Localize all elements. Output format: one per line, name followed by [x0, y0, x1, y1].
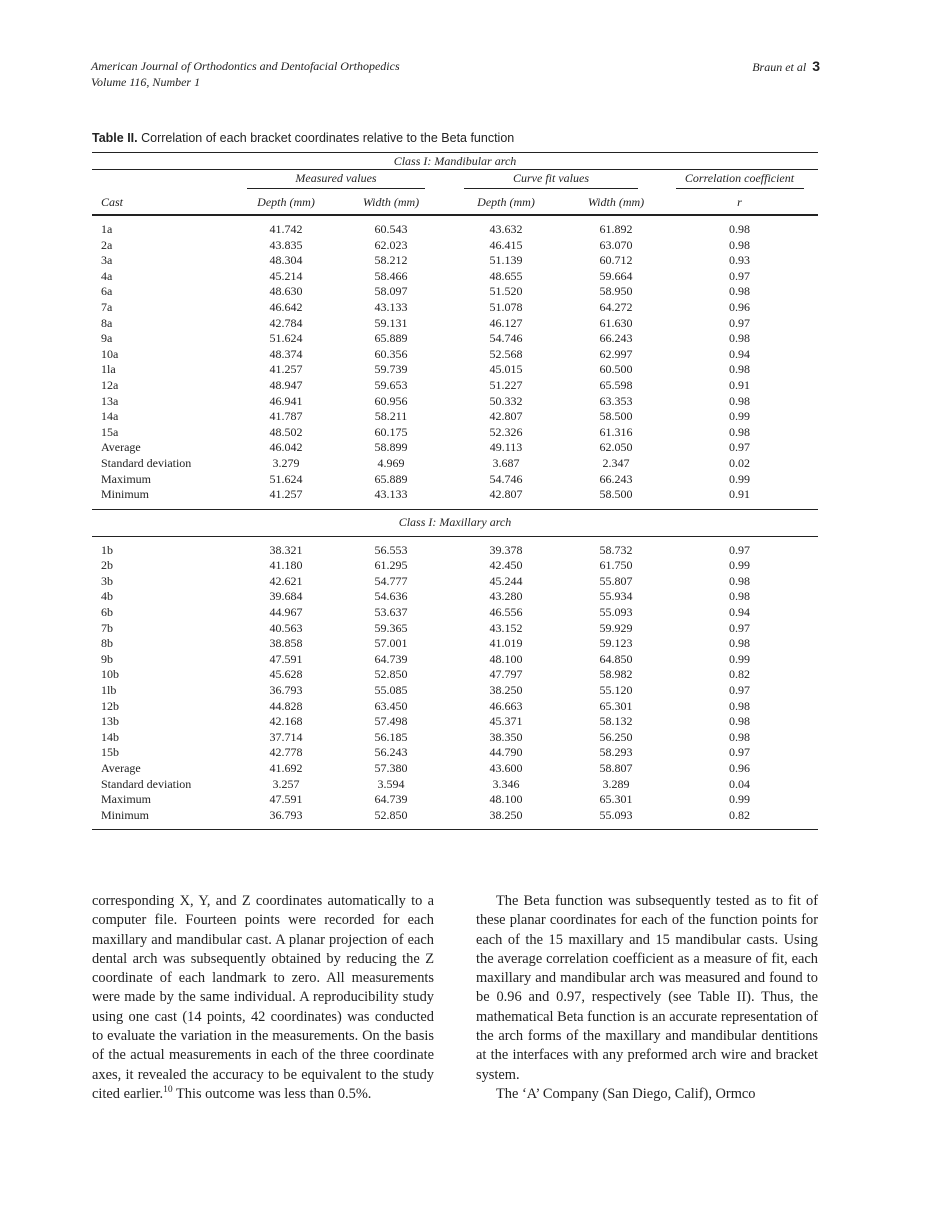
table-cell: 57.380: [374, 761, 408, 775]
body-paragraph: The ‘A’ Company (San Diego, Calif), Ormco: [496, 1085, 756, 1102]
section-header-row: [92, 153, 818, 170]
table-cell: 58.466: [374, 268, 408, 283]
table-cell: 61.892: [599, 222, 633, 236]
table-cell: 65.301: [599, 698, 633, 713]
table-cell: 63.450: [374, 698, 408, 713]
table-cell: 60.712: [599, 253, 633, 268]
table-cell: 58.982: [599, 667, 633, 682]
table-cell: 41.019: [489, 636, 523, 651]
table-cell: 51.624: [269, 331, 303, 346]
table-cell: 62.023: [374, 237, 408, 252]
table-cell: 51.624: [269, 471, 303, 486]
table-cell: 56.243: [374, 745, 408, 760]
table-cell: 63.070: [599, 237, 633, 252]
row-label: 14b: [101, 729, 119, 744]
table-cell: 65.889: [374, 471, 408, 486]
table-cell: 53.637: [374, 605, 408, 620]
row-label: Average: [101, 761, 141, 775]
table-cell: 46.415: [489, 237, 523, 252]
table-cell: 38.858: [269, 636, 303, 651]
table-cell: 56.553: [374, 542, 408, 557]
table-cell: 46.042: [269, 440, 303, 455]
table-cell: 47.797: [489, 667, 523, 682]
group-measured: [231, 170, 441, 191]
table-cell: 45.628: [269, 667, 303, 682]
table-cell: 55.807: [599, 573, 633, 588]
table-cell: 58.212: [374, 253, 408, 268]
table-cell: 51.078: [489, 299, 523, 314]
table-cell: 66.243: [599, 471, 633, 486]
table-row: [92, 621, 818, 637]
table-cell: 64.272: [599, 299, 633, 314]
section-title: Class I: Maxillary arch: [92, 509, 818, 536]
row-label: 8b: [101, 636, 113, 651]
row-label: 10b: [101, 667, 119, 682]
col-curve-width: Width (mm): [571, 190, 661, 215]
table-cell: 50.332: [489, 393, 523, 408]
table-cell: 52.850: [341, 808, 441, 830]
table-cell: 43.133: [374, 299, 408, 314]
table-cell: 43.280: [489, 589, 523, 604]
table-row: [92, 378, 818, 394]
table-cell: 46.642: [269, 299, 303, 314]
row-label: 12b: [101, 698, 119, 713]
table-cell: 57.498: [374, 714, 408, 729]
row-label: 2a: [101, 237, 113, 252]
journal-volume: Volume 116, Number 1: [91, 75, 201, 89]
table-row: [92, 667, 818, 683]
table-cell: 0.98: [729, 589, 750, 604]
table-cell: 55.085: [374, 683, 408, 698]
table-cell: 54.746: [489, 471, 523, 486]
table-cell: 42.450: [489, 558, 523, 573]
table-row: [92, 589, 818, 605]
row-label: 1la: [101, 362, 116, 377]
table-cell: 41.257: [231, 487, 341, 509]
row-label: 3b: [101, 573, 113, 588]
table-row: [92, 409, 818, 425]
section-header-row: [92, 509, 818, 536]
table-cell: 60.356: [374, 346, 408, 361]
table-cell: 0.98: [729, 331, 750, 346]
data-table: [92, 152, 818, 830]
table-cell: 48.100: [489, 792, 523, 807]
table-row: [92, 777, 818, 793]
table-cell: 3.594: [377, 776, 405, 791]
table-cell: 59.131: [374, 315, 408, 330]
table-cell: 55.093: [599, 605, 633, 620]
table-cell: 0.98: [729, 362, 750, 377]
table-cell: 43.600: [489, 761, 523, 775]
table-cell: 0.91: [661, 487, 818, 509]
table-row: [92, 472, 818, 488]
row-label: 10a: [101, 346, 119, 361]
table-cell: 59.739: [374, 362, 408, 377]
table-cell: 58.097: [374, 284, 408, 299]
table-row: [92, 730, 818, 746]
table-cell: 48.304: [269, 253, 303, 268]
table-cell: 44.790: [489, 745, 523, 760]
row-label: 9b: [101, 651, 113, 666]
table-cell: 59.653: [374, 377, 408, 392]
body-paragraph: The Beta function was subsequently tested as to fit of these planar coordinates for each of the function points for each of the 15 maxillary and 15 mandibular casts. Using the average correlation coefficient as a measure of fit, each maxillary and mandibular arch was measured and found to be 0.96 and 0.97, respectively (see Table II). Thus, the mathematical Beta function is an accurate representation of the arch forms of the maxillary and mandibular dentitions at the interfaces with any preformed arch wire and bracket system.: [476, 893, 818, 1083]
body-column-right: [476, 892, 818, 1104]
row-label: 3a: [101, 253, 113, 268]
table-cell: 66.243: [599, 331, 633, 346]
table-cell: 61.316: [599, 424, 633, 439]
table-row: [92, 222, 818, 238]
group-corr: [661, 170, 818, 191]
table-cell: 58.899: [374, 440, 408, 455]
table-cell: 0.99: [729, 792, 750, 807]
table-cell: 41.180: [269, 558, 303, 573]
table-row: [92, 714, 818, 730]
table-cell: 0.99: [729, 471, 750, 486]
table-cell: 41.742: [269, 222, 303, 236]
row-label: Minimum: [92, 487, 231, 509]
table-cell: 64.739: [374, 651, 408, 666]
row-label: 8a: [101, 315, 113, 330]
table-cell: 42.778: [269, 745, 303, 760]
page-number: 3: [812, 58, 820, 74]
table-cell: 0.99: [729, 558, 750, 573]
table-cell: 0.91: [729, 377, 750, 392]
table-cell: 0.98: [729, 393, 750, 408]
table-cell: 41.787: [269, 409, 303, 424]
table-cell: 58.950: [599, 284, 633, 299]
section-title: Class I: Mandibular arch: [92, 153, 818, 170]
table-cell: 48.100: [489, 651, 523, 666]
table-cell: 52.850: [374, 667, 408, 682]
table-row: [92, 347, 818, 363]
table-cell: 58.500: [571, 487, 661, 509]
table-cell: 61.295: [374, 558, 408, 573]
table-cell: 42.621: [269, 573, 303, 588]
table-cell: 40.563: [269, 620, 303, 635]
table-cell: 3.346: [492, 776, 520, 791]
table-cell: 42.807: [441, 487, 571, 509]
table-cell: 45.371: [489, 714, 523, 729]
table-cell: 51.227: [489, 377, 523, 392]
group-header-row: [92, 170, 818, 191]
table-cell: 0.98: [729, 729, 750, 744]
table-cell: 57.001: [374, 636, 408, 651]
table-cell: 39.684: [269, 589, 303, 604]
table-caption-text: Correlation of each bracket coordinates relative to the Beta function: [141, 131, 515, 145]
table-row: [92, 394, 818, 410]
row-label: 15a: [101, 424, 119, 439]
table-cell: 0.97: [729, 745, 750, 760]
table-cell: 0.97: [729, 620, 750, 635]
row-label: Maximum: [101, 471, 151, 486]
spacer-cell: [92, 215, 818, 222]
table-row: [92, 574, 818, 590]
table-cell: 39.378: [489, 542, 523, 557]
table-cell: 60.175: [374, 424, 408, 439]
table-cell: 0.98: [729, 222, 750, 236]
reference-superscript: 10: [163, 1085, 173, 1096]
table-cell: 3.687: [492, 455, 520, 470]
col-curve-depth: Depth (mm): [441, 190, 571, 215]
table-cell: 46.941: [269, 393, 303, 408]
table-cell: 58.732: [599, 542, 633, 557]
table-cell: 52.326: [489, 424, 523, 439]
table-cell: 60.956: [374, 393, 408, 408]
table-cell: 46.556: [489, 605, 523, 620]
col-measured-width: Width (mm): [341, 190, 441, 215]
table-cell: 47.591: [269, 792, 303, 807]
table-cell: 38.250: [441, 808, 571, 830]
table-cell: 47.591: [269, 651, 303, 666]
table-row: [92, 238, 818, 254]
table-row: [92, 683, 818, 699]
author-line: Braun et al: [752, 60, 807, 74]
table-cell: 0.82: [661, 808, 818, 830]
running-head-right: [752, 58, 820, 75]
table-cell: 48.374: [269, 346, 303, 361]
row-label: 1lb: [101, 683, 117, 698]
table-cell: 0.93: [729, 253, 750, 268]
table-cell: 44.967: [269, 605, 303, 620]
table-cell: 54.636: [374, 589, 408, 604]
table-cell: 0.99: [729, 651, 750, 666]
table-cell: 60.543: [374, 222, 408, 236]
table-cell: 58.132: [599, 714, 633, 729]
table-body: [92, 153, 818, 830]
row-label: Maximum: [101, 792, 151, 807]
table-row: [92, 699, 818, 715]
table-cell: 54.746: [489, 331, 523, 346]
table-cell: 64.850: [599, 651, 633, 666]
table-row: [92, 558, 818, 574]
table-row: [92, 284, 818, 300]
table-cell: 0.98: [729, 698, 750, 713]
table-cell: 0.96: [729, 299, 750, 314]
col-cast: Cast: [92, 190, 231, 215]
table-row: [92, 362, 818, 378]
running-head: [91, 58, 400, 90]
col-measured-depth: Depth (mm): [231, 190, 341, 215]
table-cell: 62.997: [599, 346, 633, 361]
table-caption: [92, 131, 514, 145]
row-label: 4a: [101, 268, 113, 283]
row-label: 15b: [101, 745, 119, 760]
table-cell: 51.520: [489, 284, 523, 299]
col-r: r: [661, 190, 818, 215]
group-curve: [441, 170, 661, 191]
table-cell: 46.663: [489, 698, 523, 713]
table-row: [92, 331, 818, 347]
table-cell: 46.127: [489, 315, 523, 330]
table-row: [92, 652, 818, 668]
table-cell: 0.98: [729, 714, 750, 729]
table-cell: 65.889: [374, 331, 408, 346]
table-cell: 41.692: [269, 761, 303, 775]
table-cell: 65.301: [599, 792, 633, 807]
table-label: Table II.: [92, 131, 138, 145]
table-cell: 44.828: [269, 698, 303, 713]
row-label: 13a: [101, 393, 119, 408]
table-cell: 59.365: [374, 620, 408, 635]
table-cell: 48.947: [269, 377, 303, 392]
table-cell: 61.750: [599, 558, 633, 573]
table-cell: 0.97: [729, 542, 750, 557]
row-label: 9a: [101, 331, 113, 346]
table-cell: 45.214: [269, 268, 303, 283]
table-cell: 42.807: [489, 409, 523, 424]
row-label: 4b: [101, 589, 113, 604]
table-cell: 59.123: [599, 636, 633, 651]
table-row: [92, 543, 818, 559]
row-label: Average: [101, 440, 141, 455]
table-cell: 0.82: [729, 667, 750, 682]
table-cell: 43.152: [489, 620, 523, 635]
table-cell: 0.98: [729, 424, 750, 439]
table-row: [92, 456, 818, 472]
table-row: [92, 269, 818, 285]
journal-title: American Journal of Orthodontics and Dentofacial Orthopedics: [91, 59, 400, 73]
spacer-row: [92, 215, 818, 222]
table-cell: 3.279: [272, 455, 300, 470]
table-cell: 51.139: [489, 253, 523, 268]
row-label: 12a: [101, 377, 119, 392]
table-cell: 0.98: [729, 573, 750, 588]
table-row: [92, 440, 818, 456]
table-cell: 63.353: [599, 393, 633, 408]
table-cell: 42.168: [269, 714, 303, 729]
table-cell: 48.630: [269, 284, 303, 299]
table-cell: 58.211: [374, 409, 408, 424]
table-row: [92, 300, 818, 316]
table-cell: 3.257: [272, 776, 300, 791]
table-cell: 38.321: [269, 542, 303, 557]
row-label: 2b: [101, 558, 113, 573]
group-corr-label: Correlation coefficient: [676, 171, 804, 189]
row-label: 7a: [101, 299, 113, 314]
body-text-end: This outcome was less than 0.5%.: [172, 1085, 372, 1102]
table-row: [92, 792, 818, 808]
table-cell: 0.98: [729, 237, 750, 252]
row-label: 13b: [101, 714, 119, 729]
table-cell: 45.015: [489, 362, 523, 377]
row-label: 1b: [101, 542, 113, 557]
table-cell: 59.664: [599, 268, 633, 283]
row-label: 6a: [101, 284, 113, 299]
table-row: [92, 808, 818, 830]
table-cell: 62.050: [599, 440, 633, 455]
row-label: 14a: [101, 409, 119, 424]
table-cell: 48.502: [269, 424, 303, 439]
table-cell: 55.934: [599, 589, 633, 604]
table-cell: 56.250: [599, 729, 633, 744]
body-paragraph: [92, 892, 434, 1104]
table-cell: 42.784: [269, 315, 303, 330]
table-row: [92, 761, 818, 777]
table-cell: 55.120: [599, 683, 633, 698]
body-column-left: [92, 892, 434, 1104]
table-cell: 58.500: [599, 409, 633, 424]
table-cell: 54.777: [374, 573, 408, 588]
body-text: corresponding X, Y, and Z coordinates automatically to a computer file. Fourteen points were recorded for each maxillary and mandibular cast. A planar projection of each dental arch was subsequently obtained by reducing the Z coordinate of each landmark to zero. All measurements were made by the same individual. A reproducibility study using one cast (14 points, 42 coordinates) was conducted to evaluate the variation in the measurements. On the basis of the actual measurements in each of the three coordinate axes, it revealed the accuracy to be equivalent to the study cited earlier.: [92, 893, 434, 1102]
table-cell: 0.02: [729, 455, 750, 470]
table-cell: 45.244: [489, 573, 523, 588]
column-header-row: [92, 190, 818, 215]
table-cell: 36.793: [269, 683, 303, 698]
table-cell: 2.347: [602, 455, 630, 470]
row-label: 1a: [101, 222, 113, 236]
table-cell: 38.250: [489, 683, 523, 698]
table-cell: 58.807: [599, 761, 633, 775]
table-cell: 56.185: [374, 729, 408, 744]
group-blank: [92, 170, 231, 191]
table-cell: 65.598: [599, 377, 633, 392]
table-row: [92, 487, 818, 509]
table-cell: 48.655: [489, 268, 523, 283]
table-cell: 3.289: [602, 776, 630, 791]
table-cell: 0.98: [729, 284, 750, 299]
table-cell: 0.98: [729, 636, 750, 651]
table-cell: 38.350: [489, 729, 523, 744]
table-row: [92, 425, 818, 441]
table-cell: 0.97: [729, 315, 750, 330]
table-cell: 43.133: [341, 487, 441, 509]
table-cell: 49.113: [489, 440, 523, 455]
table-cell: 0.97: [729, 440, 750, 455]
table-row: [92, 253, 818, 269]
table-cell: 0.97: [729, 683, 750, 698]
table-cell: 4.969: [377, 455, 405, 470]
table-cell: 61.630: [599, 315, 633, 330]
table-cell: 60.500: [599, 362, 633, 377]
table-cell: 43.835: [269, 237, 303, 252]
table-cell: 0.96: [729, 761, 750, 775]
table-row: [92, 316, 818, 332]
table-cell: 59.929: [599, 620, 633, 635]
table-cell: 52.568: [489, 346, 523, 361]
row-label: 6b: [101, 605, 113, 620]
table-row: [92, 636, 818, 652]
row-label: 7b: [101, 620, 113, 635]
table-cell: 0.94: [729, 346, 750, 361]
table-cell: 55.093: [571, 808, 661, 830]
table-row: [92, 745, 818, 761]
table-cell: 0.04: [729, 776, 750, 791]
row-label: Minimum: [92, 808, 231, 830]
table-cell: 58.293: [599, 745, 633, 760]
table-cell: 0.97: [729, 268, 750, 283]
table-row: [92, 605, 818, 621]
row-label: Standard deviation: [101, 776, 192, 791]
group-measured-label: Measured values: [247, 171, 425, 189]
table-cell: 0.99: [729, 409, 750, 424]
table-cell: 43.632: [489, 222, 523, 236]
table-cell: 37.714: [269, 729, 303, 744]
table-cell: 0.94: [729, 605, 750, 620]
table-cell: 36.793: [231, 808, 341, 830]
group-curve-label: Curve fit values: [464, 171, 638, 189]
table-cell: 64.739: [374, 792, 408, 807]
row-label: Standard deviation: [101, 455, 192, 470]
table-cell: 41.257: [269, 362, 303, 377]
